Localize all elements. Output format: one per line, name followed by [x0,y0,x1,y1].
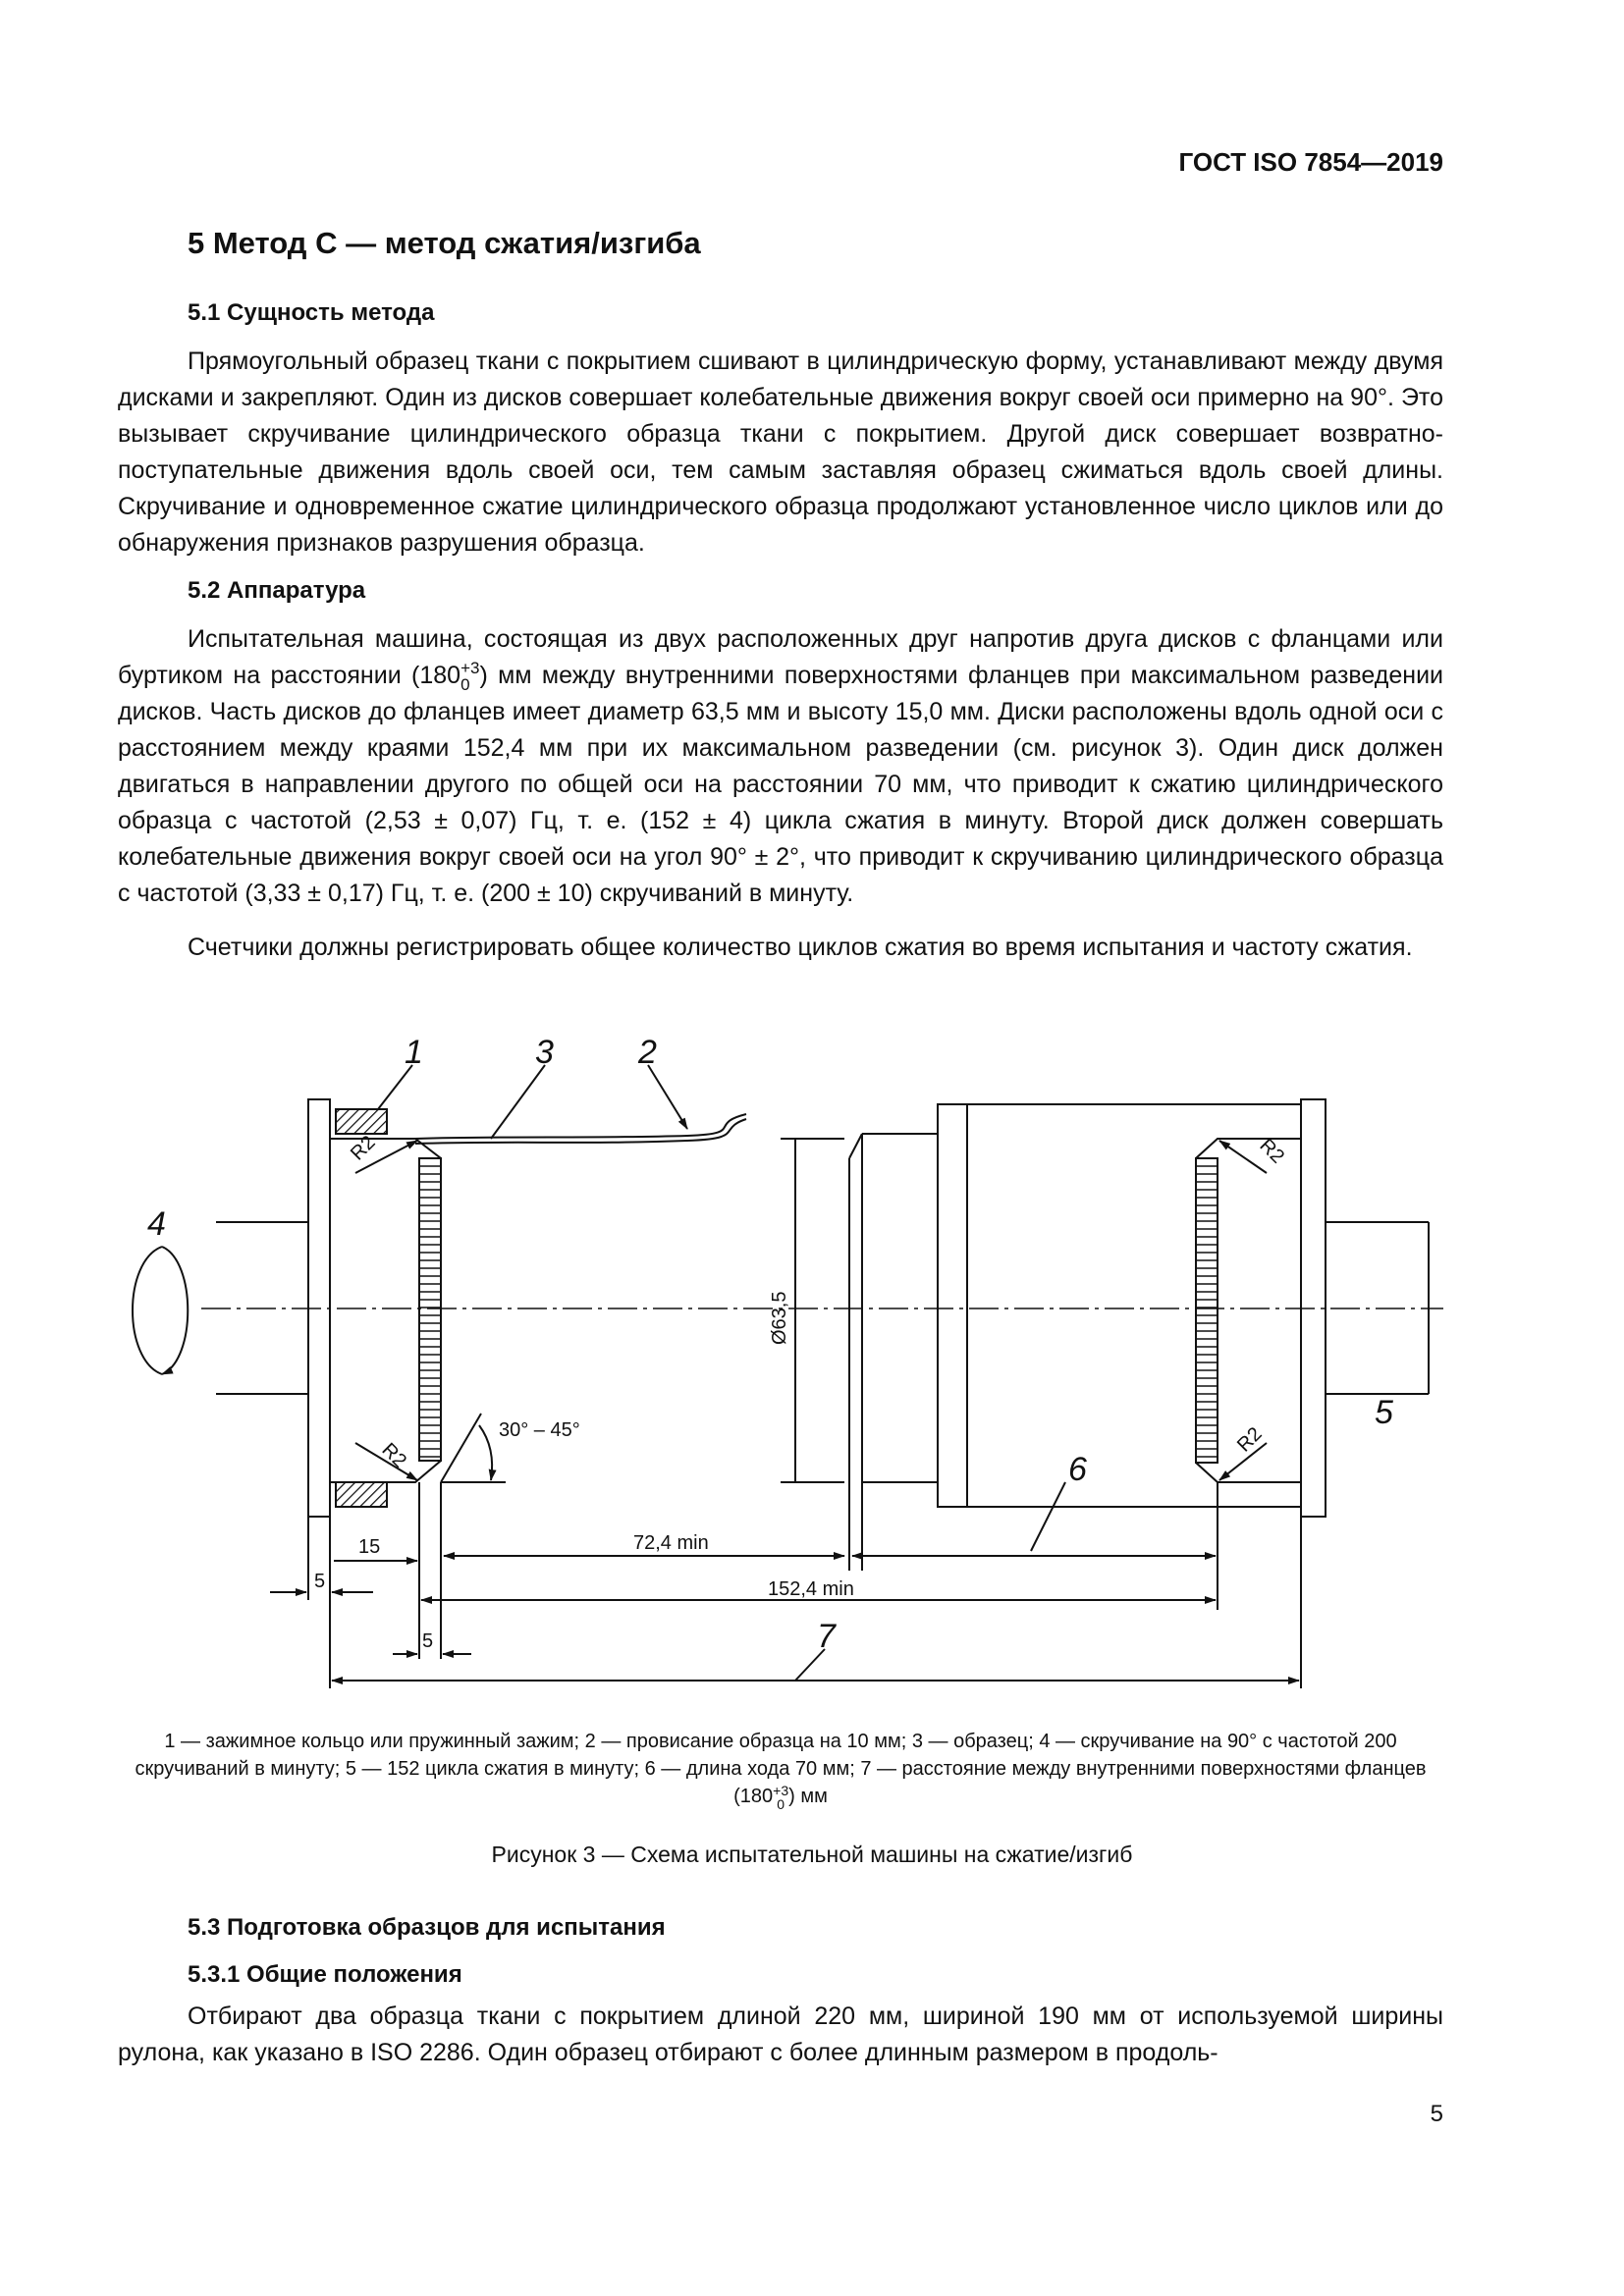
section-5-1-paragraph: Прямоугольный образец ткани с покрытием сшивают в цилиндрическую форму, устанавливают между двумя дисками и закрепляют. Один из дисков совершает колебательные движения вокруг своей оси примерно на 90°. Это вызывает скручивание цилиндрического образца ткани с покрытием. Другой диск совершает возвратно-поступательные движения вдоль своей оси, тем самым заставляя образец сжиматься вдоль своей длины. Скручивание и одновременное сжатие цилиндрического образца продолжают установленное число циклов или до обнаружения признаков разрушения образца. [118,347,1443,557]
figure-caption: 1 — зажимное кольцо или пружинный зажим; 2 — провисание образца на 10 мм; 3 — образец; 4 — скручивание на 90° с частотой 200 скручиваний в минуту; 5 — 152 цикла сжатия в минуту; 6 — длина хода 70 мм; 7 — расстояние между внутренними поверхностями фланцев (180 +3 0 ) мм [135,1731,1427,1812]
radius-label-bottom-left: R2 [377,1438,411,1472]
radius-label-bottom-right: R2 [1232,1422,1267,1457]
diameter-label: Ø63,5 [769,1291,790,1345]
figure-label-5: 5 [1375,1394,1393,1431]
figure-label-4: 4 [147,1205,166,1243]
section-5-2-title: 5.2 Аппаратура [188,577,366,604]
dim-15: 15 [358,1536,381,1558]
figure-label-6: 6 [1068,1451,1087,1488]
section-5-2-paragraph-2: Счетчики должны регистрировать общее количество циклов сжатия во время испытания и частоту сжатия. [188,934,1413,961]
figure-title: Рисунок 3 — Схема испытательной машины на сжатие/изгиб [491,1842,1133,1867]
document-header: ГОСТ ISO 7854—2019 [1178,147,1443,177]
section-5-3-title: 5.3 Подготовка образцов для испытания [188,1914,666,1941]
dim-152-4: 152,4 min [768,1578,854,1600]
section-5-2-paragraph-1: Испытательная машина, состоящая из двух расположенных друг напротив друга дисков с фланцами или буртиком на расстоянии (180 +3 0 ) мм между внутренними поверхностями фланцев при максимальном разведении дисков. Часть дисков до фланцев имеет диаметр 63,5 мм и высоту 15,0 мм. Диски расположены вдоль одной оси с расстоянием между краями 152,4 мм при их максимальном разведении (см. рисунок 3). Один диск должен двигаться в направлении другого по общей оси на расстоянии 70 мм, что приводит к сжатию цилиндрического образца с частотой (2,53 ± 0,07) Гц, т. е. (152 ± 4) цикла сжатия в минуту. Второй диск должен совершать колебательные движения вокруг своей оси на угол 90° ± 2°, что приводит к скручиванию цилиндрического образца с частотой (3,33 ± 0,17) Гц, т. е. (200 ± 10) скручиваний в минуту. [118,625,1443,907]
page-number: 5 [1430,2101,1443,2127]
figure-label-1: 1 [405,1034,423,1071]
section-5-1-title: 5.1 Сущность метода [188,299,435,326]
radius-label-top-right: R2 [1255,1134,1289,1168]
section-5-title: 5 Метод С — метод сжатия/изгиба [188,226,701,260]
figure-3-diagram [0,1021,1624,1728]
section-5-3-1-title: 5.3.1 Общие положения [188,1961,462,1988]
dim-5-flange: 5 [314,1571,326,1592]
section-5-3-1-paragraph: Отбирают два образца ткани с покрытием длиной 220 мм, шириной 190 мм от используемой ширины рулона, как указано в ISO 2286. Один образец отбирают с более длинным размером в продоль- [118,2002,1443,2066]
radius-label-top-left: R2 [346,1131,380,1165]
figure-label-7: 7 [817,1618,836,1655]
figure-label-3: 3 [535,1034,554,1071]
dim-5-disc: 5 [422,1630,434,1652]
angle-label: 30° – 45° [499,1419,580,1441]
figure-label-2: 2 [638,1034,657,1071]
dim-72-4: 72,4 min [633,1532,709,1554]
